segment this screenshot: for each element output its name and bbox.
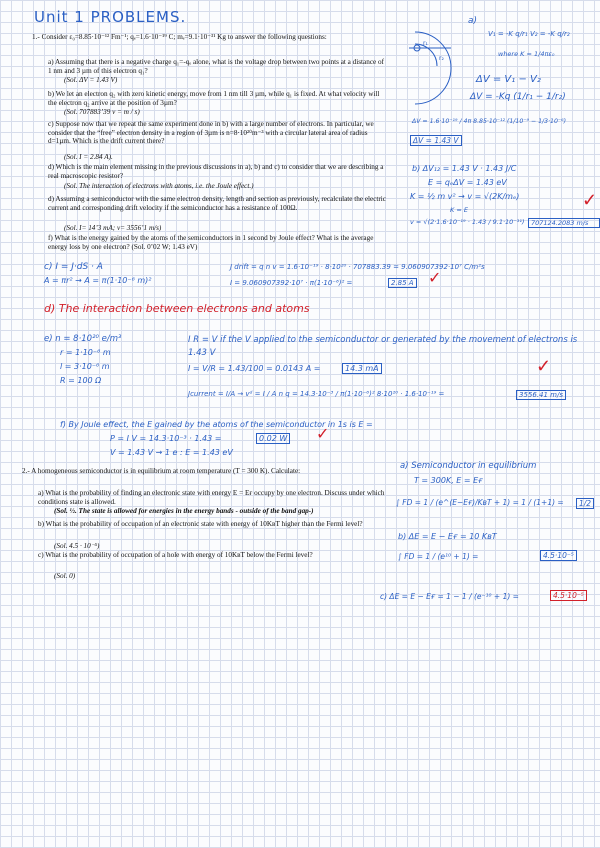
note-p2b-result: 4.5·10⁻⁵ [540,550,577,561]
checkmark-icon: ✓ [536,356,552,376]
note-p2a-3: ∫ FD = 1 / (e^(E−Eғ)/KʙT + 1) = 1 / (1+1) = [396,498,564,507]
note-p2a-2: T = 300K, E = Eғ [414,476,483,485]
note-c3: J drift = q n v = 1.6·10⁻¹⁹ · 8·10²⁰ · 707883.39 = 9.060907392·10⁷ C/m²s [230,263,485,271]
p2-a-question: a) What is the probability of finding an electronic state with energy E = Eғ occupy by one electron. Discuss under which conditions state is allowed. [38,489,385,506]
note-f-power-result: 0.02 W [256,433,290,444]
note-b-result: 707124.2083 m/s [528,218,600,228]
note-e-l: l = 3·10⁻⁶ m [60,362,110,371]
note-dv1: ΔV = V₁ − V₂ [476,74,541,85]
p1-a-question: a) Assuming that there is a negative charge q₁=-qₑ alone, what is the voltage drop between two points at a distance of 1 nm and 3 µm of this electron q₁? [48,58,385,75]
note-f3: V = 1.43 V → 1 e : E = 1.43 eV [110,448,233,457]
p1-d2-question: d) Assuming a semiconductor with the same electron density, length and section as previously, recalculate the electric current and corresponding drift velocity if the semiconductor has a resistance of 100Ω. [48,195,386,212]
p2-c-question: c) What is the probability of occupation of a hole with energy of 10KʙT below the Fermi level? [38,551,313,559]
p1-d2-solution: (Sol. I= 14’3 mA; v= 3556’1 m/s) [64,224,162,232]
p1-f-question: f) What is the energy gained by the atoms of the semiconductors in 1 second by Joule effect? What is the average energy loss by one electron? (Sol. 0’02 W; 1.43 eV) [48,234,374,251]
charge-diagram [405,28,485,98]
note-p2a-1: a) Semiconductor in equilibrium [400,461,537,471]
note-c-result: 2.85 A [388,278,417,288]
note-b2: E = qₑΔV = 1.43 eV [428,178,507,187]
checkmark-icon: ✓ [428,270,442,287]
svg-text:r₁: r₁ [423,40,428,47]
note-dv3: ΔV = 1.6·10⁻¹⁹ / 4π 8.85·10⁻¹² (1/10⁻⁹ − 1/3·10⁻⁶) [412,118,567,125]
p1-c-question: c) Suppose now that we repeat the same experiment done in b) with a large number of electrons. In particular, we consider that the “free” electron density in a region of 3µm is n=8·10²⁰m⁻³ with a circular lateral area of radius d=1µm. Which is the drift current there? [48,120,374,146]
p1-d1-solution: (Sol. The interaction of electrons with atoms, i.e. the Joule effect.) [64,182,254,190]
note-dv-result: ΔV = 1.43 V [410,135,462,146]
p1-b-solution: (Sol. 707883’39 v = m / s) [64,108,140,116]
note-d-heading: d) The interaction between electrons and atoms [44,302,310,315]
note-e-R: R = 100 Ω [60,376,102,385]
note-e-drift: Jcurrent = I/A → vᵈ = I / A n q = 14.3·10⁻³ / π(1·10⁻⁶)² 8·10²⁰ · 1.6·10⁻¹⁹ = [188,390,445,398]
checkmark-icon: ✓ [582,190,598,210]
note-p2b-1: b) ΔE = E − Eғ = 10 KʙT [398,532,497,541]
note-e-current: I = V/R = 1.43/100 = 0.0143 A = [188,364,321,373]
note-p2c: c) ΔE = E − Eғ = 1 − 1 / (e⁻¹⁰ + 1) = [380,592,519,601]
checkmark-icon: ✓ [316,426,330,443]
note-e-current-result: 14.3 mA [342,363,382,374]
note-p2a-result: 1/2 [576,498,594,509]
note-f2: P = I V = 14.3·10⁻³ · 1.43 = [110,434,222,443]
note-b5: v = √(2·1.6·10⁻¹⁹ · 1.43 / 9.1·10⁻³¹) [410,218,525,226]
note-f1: f) By Joule effect, the E gained by the atoms of the semiconductor in 1s is E = [60,420,373,429]
p2-intro: 2.- A homogeneous semiconductor is in equilibrium at room temperature (T = 300 K). Calculate: [22,467,301,475]
p1-d1-question: d) Which is the main element missing in the previous discussions in a), b) and c) to consider that we are describing a real macroscopic resistor? [48,163,384,180]
svg-text:r₂: r₂ [439,55,444,62]
note-c4: I = 9.060907392·10⁷ · π(1·10⁻⁶)² = [230,279,353,287]
p2-a-solution: (Sol. ½. The state is allowed for energies in the energy bands - outside of the band gap-) [54,507,314,515]
note-b3: K = ½ m v² → v = √(2K/mₑ) [410,192,520,201]
p2-c-solution: (Sol. 0) [54,572,76,580]
p1-c-solution: (Sol. I = 2.84 A). [64,153,113,161]
p1-b-question: b) We let an electron q₂ with zero kinetic energy, move from 1 nm till 3 µm, while q₁ is fixed. At what velocity will the electron q₂ arrive at the position of 3µm? [48,90,380,107]
note-e-ohm: I R = V if the V applied to the semiconductor or generated by the movement of electrons is 1.43 V [188,335,578,358]
p1-a-solution: (Sol. ΔV = 1.43 V) [64,76,118,84]
page-title: Unit 1 PROBLEMS. [34,8,187,26]
note-e-r: r = 1·10⁻⁶ m [60,348,111,357]
note-c2: A = πr² → A = π(1·10⁻⁶ m)² [44,276,152,285]
note-p2b-2: ∫ FD = 1 / (e¹⁰ + 1) = [398,552,479,561]
p1-intro: 1.- Consider ε₀=8.85·10⁻¹² Fm⁻¹; qₑ=1.6·10⁻¹⁹ C; mₑ=9.1·10⁻³¹ Kg to answer the following questions: [32,33,327,41]
p2-b-solution: (Sol. 4.5 · 10⁻⁵) [54,542,100,550]
note-dv2: ΔV = -Kq (1/r₁ − 1/r₂) [470,92,566,102]
note-p2c-result: 4.5·10⁻⁵ [550,590,587,601]
p2-b-question: b) What is the probability of occupation of an electronic state with energy of 10KʙT higher than the Fermi level? [38,520,363,528]
note-a-label: a) [468,16,478,26]
note-c1: c) I = J·dS · A [44,262,103,272]
note-potentials: V₁ = -K q/r₁ V₂ = -K q/r₂ [488,30,570,38]
note-where-k: where K = 1/4πε₀ [498,50,555,58]
note-e-given: e) n = 8·10²⁰ e/m³ [44,334,122,344]
note-b4: K = E [450,206,468,214]
note-b1: b) ΔV₁₂ = 1.43 V · 1.43 J/C [412,164,517,173]
note-e-velocity-result: 3556.41 m/s [516,390,566,400]
